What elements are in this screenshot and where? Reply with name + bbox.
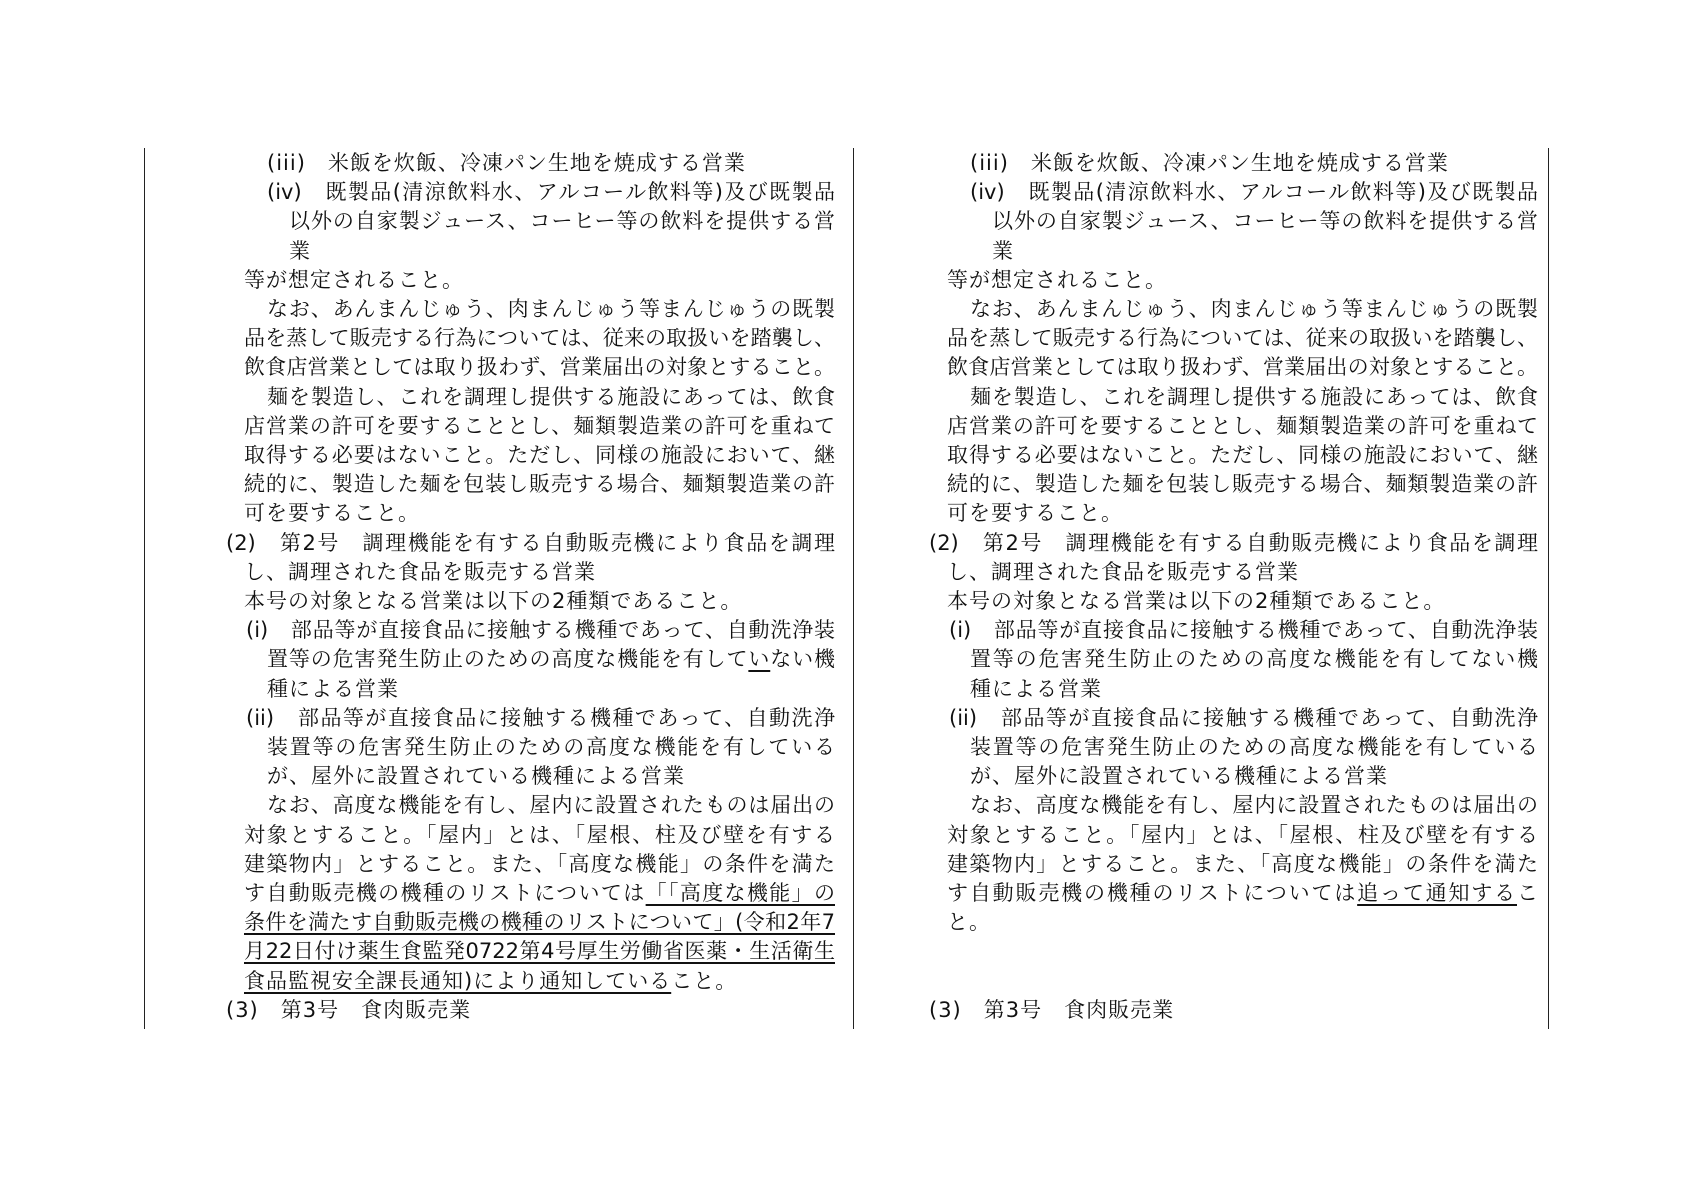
text-line: し、調理された食品を販売する営業 [947,560,1299,584]
text-line: (i) 部品等が直接食品に接触する機種であって、自動洗浄装 [949,618,1538,642]
text-segment: す自動販売機の機種のリストについては [947,881,1358,905]
text-line: (iii) 米飯を炊飯、冷凍パン生地を焼成する営業 [267,151,746,175]
text-line: 麺を製造し、これを調理し提供する施設にあっては、飲食 [267,385,835,409]
text-line: 飲食店営業としては取り扱わず、営業届出の対象とすること。 [244,355,835,379]
text-line: 本号の対象となる営業は以下の2種類であること。 [947,589,1446,613]
text-line: (ii) 部品等が直接食品に接触する機種であって、自動洗浄 [949,706,1538,730]
text-segment: ない機 [770,647,835,671]
text-line: なお、あんまんじゅう、肉まんじゅう等まんじゅうの既製 [970,297,1538,321]
text-line: 取得する必要はないこと。ただし、同様の施設において、継 [244,443,835,467]
text-line: と。 [947,910,991,934]
text-line: (iv) 既製品(清涼飲料水、アルコール飲料等)及び既製品 [267,180,835,204]
text-line: 可を要すること。 [947,501,1123,525]
text-segment: こと。 [671,969,738,993]
text-line: 続的に、製造した麺を包装し販売する場合、麺類製造業の許 [244,472,835,496]
text-line: 店営業の許可を要することとし、麺類製造業の許可を重ねて [947,414,1538,438]
underlined-revision: い [748,647,771,671]
text-line: 取得する必要はないこと。ただし、同様の施設において、継 [947,443,1538,467]
text-line: 装置等の危害発生防止のための高度な機能を有している [970,735,1538,759]
text-line: (i) 部品等が直接食品に接触する機種であって、自動洗浄装 [246,618,835,642]
section-heading: (2) 第2号 調理機能を有する自動販売機により食品を調理 [226,531,835,555]
text-line: なお、高度な機能を有し、屋内に設置されたものは届出の [970,793,1538,817]
underlined-revision: 食品監視安全課長通知)により通知している [244,969,672,993]
underlined-revision: 条件を満たす自動販売機の機種のリストについて」(令和2年7 [244,910,835,934]
text-line: 種による営業 [970,677,1102,701]
underlined-revision: 「「高度な機能」の [645,881,835,905]
text-line: 品を蒸して販売する行為については、従来の取扱いを踏襲し、 [947,326,1538,350]
text-line: 種による営業 [267,677,399,701]
text-line: 続的に、製造した麺を包装し販売する場合、麺類製造業の許 [947,472,1538,496]
text-line: 以外の自家製ジュース、コーヒー等の飲料を提供する営 [992,209,1538,233]
text-line [947,879,1538,908]
text-line: 対象とすること。「屋内」とは、「屋根、柱及び壁を有する [244,823,835,847]
text-line: 装置等の危害発生防止のための高度な機能を有している [267,735,835,759]
text-line: 等が想定されること。 [947,268,1167,292]
text-segment: す自動販売機の機種のリストについては [244,881,646,905]
section-heading: (3) 第3号 食肉販売業 [929,998,1175,1022]
text-line: 業 [289,239,311,263]
text-line: 本号の対象となる営業は以下の2種類であること。 [244,589,743,613]
text-line: 建築物内」とすること。また、「高度な機能」の条件を満た [244,852,835,876]
text-line: (ii) 部品等が直接食品に接触する機種であって、自動洗浄 [246,706,835,730]
text-segment: こ [1517,881,1538,905]
text-line: なお、あんまんじゅう、肉まんじゅう等まんじゅうの既製 [267,297,835,321]
text-line: 飲食店営業としては取り扱わず、営業届出の対象とすること。 [947,355,1538,379]
text-line: (iv) 既製品(清涼飲料水、アルコール飲料等)及び既製品 [970,180,1538,204]
text-line: が、屋外に設置されている機種による営業 [970,764,1388,788]
text-line: 以外の自家製ジュース、コーヒー等の飲料を提供する営 [289,209,835,233]
column-current [703,149,1603,1049]
underlined-revision: 追って通知する [1357,881,1517,905]
text-segment: 置等の危害発生防止のための高度な機能を有して [267,647,749,671]
text-line: なお、高度な機能を有し、屋内に設置されたものは届出の [267,793,835,817]
text-line: 対象とすること。「屋内」とは、「屋根、柱及び壁を有する [947,823,1538,847]
text-line: し、調理された食品を販売する営業 [244,560,596,584]
text-line: 置等の危害発生防止のための高度な機能を有してない機 [970,647,1538,671]
underlined-revision: 月22日付け薬生食監発0722第4号厚生労働省医薬・生活衛生 [244,939,835,963]
section-heading: (2) 第2号 調理機能を有する自動販売機により食品を調理 [929,531,1538,555]
text-line: 麺を製造し、これを調理し提供する施設にあっては、飲食 [970,385,1538,409]
text-line: 店営業の許可を要することとし、麺類製造業の許可を重ねて [244,414,835,438]
text-line: 等が想定されること。 [244,268,464,292]
text-line: 品を蒸して販売する行為については、従来の取扱いを踏襲し、 [244,326,835,350]
section-heading: (3) 第3号 食肉販売業 [226,998,472,1022]
text-line: (iii) 米飯を炊飯、冷凍パン生地を焼成する営業 [970,151,1449,175]
text-line: が、屋外に設置されている機種による営業 [267,764,685,788]
text-line: 可を要すること。 [244,501,420,525]
text-line: 建築物内」とすること。また、「高度な機能」の条件を満た [947,852,1538,876]
text-line: 業 [992,239,1014,263]
